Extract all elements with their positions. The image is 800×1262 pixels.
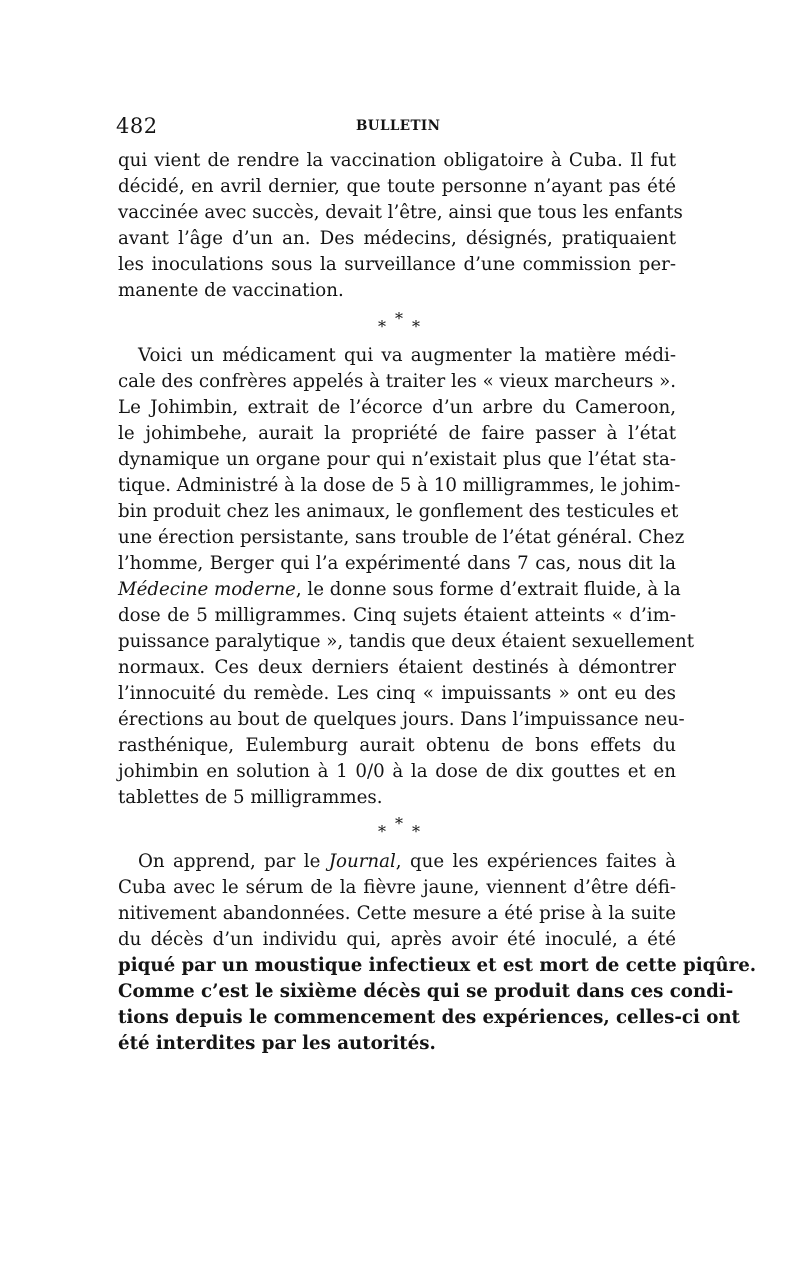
text-line: manente de vaccination. [118, 280, 344, 301]
text-line: les inoculations sous la surveillance d’une commission per- [118, 254, 676, 275]
text-line: décidé, en avril dernier, que toute personne n’ayant pas été [118, 176, 676, 197]
journal-title-journal: Journal [328, 851, 396, 872]
text-line: tablettes de 5 milligrammes. [118, 787, 383, 808]
text-line [118, 579, 681, 603]
text-line: cale des confrères appelés à traiter les « vieux marcheurs ». [118, 371, 677, 392]
text-line: tique. Administré à la dose de 5 à 10 milligrammes, le johim- [118, 475, 681, 496]
text-line: tions depuis le commencement des expériences, celles-ci ont [118, 1007, 740, 1028]
text-line: érections au bout de quelques jours. Dans l’impuissance neu- [118, 709, 685, 730]
asterism-star: * [395, 309, 403, 328]
text-line: bin produit chez les animaux, le gonflement des testicules et [118, 501, 679, 522]
asterism-star: * [412, 317, 420, 336]
text-line: normaux. Ces deux derniers étaient destinés à démontrer [118, 657, 676, 678]
text-fragment: On apprend, par le [138, 851, 329, 872]
text-line: johimbin en solution à 1 0/0 à la dose de dix gouttes et en [118, 761, 676, 782]
text-line: Comme c’est le sixième décès qui se produit dans ces condi- [118, 981, 734, 1002]
text-line: piqué par un moustique infectieux et est mort de cette piqûre. [118, 955, 757, 976]
text-line: du décès d’un individu qui, après avoir été inoculé, a été [118, 929, 676, 950]
running-head: BULLETIN [356, 118, 441, 134]
text-line: avant l’âge d’un an. Des médecins, désignés, pratiquaient [118, 228, 676, 249]
journal-title-medecine-moderne: Médecine moderne [118, 579, 296, 600]
text-line: été interdites par les autorités. [118, 1033, 436, 1054]
text-fragment: , le donne sous forme d’extrait fluide, à la [295, 579, 681, 600]
text-line: rasthénique, Eulemburg aurait obtenu de bons effets du [118, 735, 676, 756]
text-line: dynamique un organe pour qui n’existait plus que l’état sta- [118, 449, 676, 470]
text-line: une érection persistante, sans trouble de l’état général. Chez [118, 527, 685, 548]
asterism-star: * [395, 814, 403, 833]
asterism-star: * [378, 822, 386, 841]
text-line: puissance paralytique », tandis que deux étaient sexuellement [118, 631, 695, 652]
text-line: Voici un médicament qui va augmenter la matière médi- [138, 345, 676, 366]
text-line [138, 851, 676, 875]
asterism-star: * [378, 317, 386, 336]
text-line: dose de 5 milligrammes. Cinq sujets étaient atteints « d’im- [118, 605, 676, 626]
text-line: Le Johimbin, extrait de l’écorce d’un arbre du Cameroon, [118, 397, 676, 418]
text-line: l’innocuité du remède. Les cinq « impuissants » ont eu des [118, 683, 676, 704]
page-number: 482 [116, 114, 158, 138]
asterism-separator [374, 816, 430, 846]
text-line: le johimbehe, aurait la propriété de faire passer à l’état [118, 423, 676, 444]
text-line: nitivement abandonnées. Cette mesure a été prise à la suite [118, 903, 676, 924]
text-line: vaccinée avec succès, devait l’être, ainsi que tous les enfants [118, 202, 683, 223]
text-line: Cuba avec le sérum de la fièvre jaune, viennent d’être défi- [118, 877, 676, 898]
text-line: l’homme, Berger qui l’a expérimenté dans 7 cas, nous dit la [118, 553, 676, 574]
text-line: qui vient de rendre la vaccination obligatoire à Cuba. Il fut [118, 150, 676, 171]
asterism-star: * [412, 822, 420, 841]
text-fragment: , que les expériences faites à [395, 851, 677, 872]
asterism-separator [374, 311, 430, 341]
